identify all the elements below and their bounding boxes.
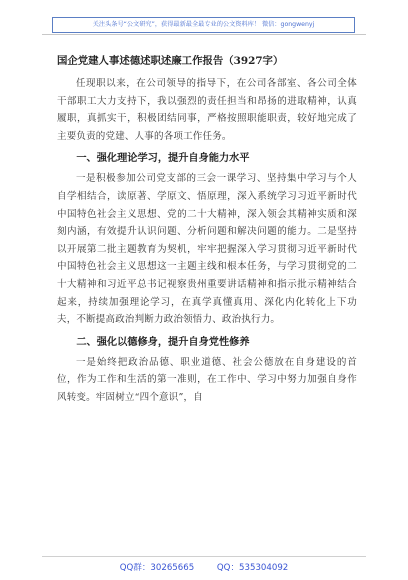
section-1-paragraph: 一是积极参加公司党支部的三会一课学习、坚持集中学习与个人自学相结合，读原著、学原文、悟原理，深入系统学习习近平新时代中国特色社会主义思想、党的二十大精神，深入领会其精神实质和深刻内涵，有效提升认识问题、分析问题和解决问题的能力。二是坚持以开展第二批主题教育为契机，牢牢把握深入学习贯彻习近平新时代中国特色社会主义思想这一主题主线和根本任务，与学习贯彻党的二十大精神和习近平总书记视察贵州重要讲话精神和指示批示精神结合起来，持续加强理论学习，在真学真懂真用、深化内化转化上下功夫，不断提高政治判断力政治领悟力、政治执行力。	[57, 173, 357, 326]
document-body	[57, 54, 357, 407]
footer-qq-group: QQ群：30265665	[119, 563, 195, 573]
section-2-heading: 二、强化以德修身，提升自身党性修养	[76, 335, 250, 348]
document-title: 国企党建人事述德述职述廉工作报告（3927字）	[57, 55, 284, 67]
header-divider	[42, 34, 366, 35]
header-banner: 关注头条号“公文研究”，获得最新最全最专业的公文资料库！ 微信：gongwenyj	[52, 17, 355, 33]
footer-qq-number: QQ：535304092	[216, 563, 289, 573]
section-2-paragraph: 一是始终把政治品德、职业道德、社会公德放在自身建设的首位，作为工作和生活的第一准则，在工作中、学习中努力加强自身作风转变。牢固树立“四个意识”，自	[57, 356, 357, 403]
footer	[0, 561, 408, 573]
intro-paragraph: 任现职以来，在公司领导的指导下，在公司各部室、各公司全体干部职工大力支持下，我以强烈的责任担当和昂扬的进取精神，认真履职，真抓实干，积极团结同事，严格按照职能职责，较好地完成了主要负责的党建、人事的各项工作任务。	[57, 78, 357, 142]
section-1-heading: 一、强化理论学习，提升自身能力水平	[76, 152, 250, 165]
footer-divider	[42, 556, 366, 557]
